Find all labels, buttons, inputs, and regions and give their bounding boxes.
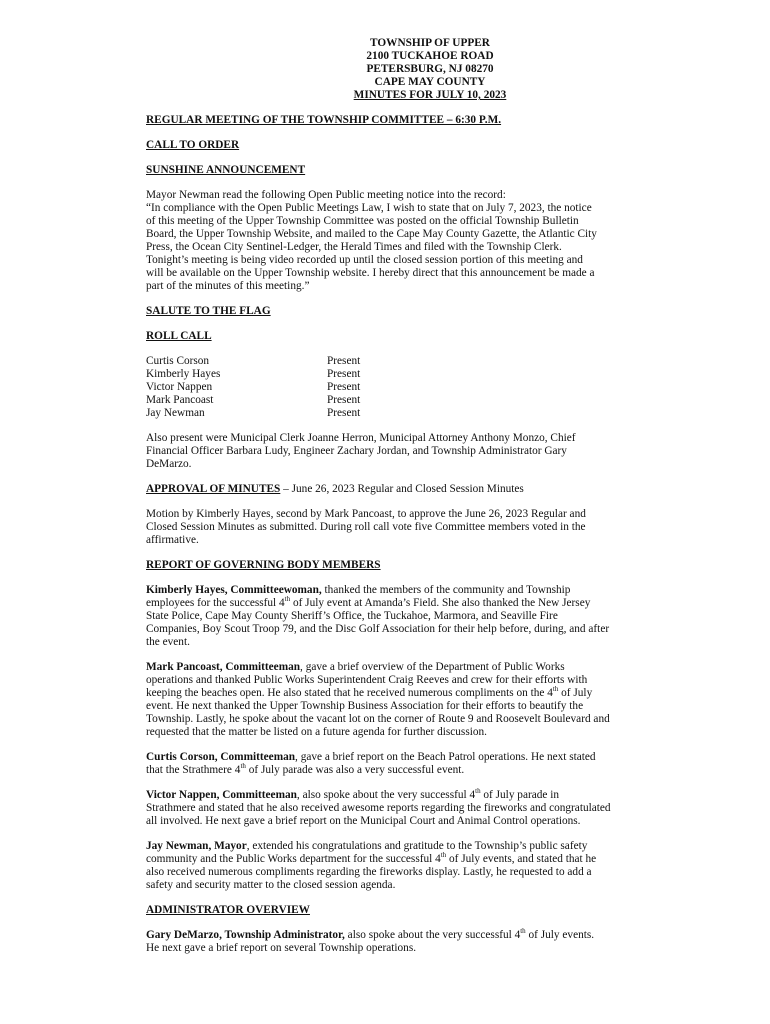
header-county: CAPE MAY COUNTY [374, 76, 486, 88]
document-header [0, 37, 770, 102]
sunshine-line: part of the minutes of this meeting.” [146, 280, 310, 292]
also-present-line: Financial Officer Barbara Ludy, Engineer Zachary Jordan, and Township Administrator Gary [146, 445, 567, 457]
approval-text [146, 508, 718, 547]
roll-call-row [146, 368, 718, 381]
report-hayes: Kimberly Hayes, Committeewoman, thanked the members of the community and Township employees for the successful 4th of July event at Amanda’s Field. She also thanked the New Jersey State Police, Cape May County Sheriff’s Office, the Tuckahoe, Marmora, and Seaville Fire Companies, Boy Scout Troop 79, and the Disc Golf Association for their help before, during, and after the event. [146, 584, 610, 648]
member-name: Mark Pancoast [146, 394, 214, 406]
sunshine-line: Mayor Newman read the following Open Public meeting notice into the record: [146, 189, 506, 201]
sunshine-line: will be available on the Upper Township website. I hereby direct that this announcement be made a [146, 267, 595, 279]
sunshine-line: Press, the Ocean City Sentinel-Ledger, the Herald Times and filed with the Township Clerk. [146, 241, 562, 253]
member-name: Jay Newman [146, 407, 205, 419]
member-name: Victor Nappen [146, 381, 213, 393]
member-status: Present [327, 355, 361, 367]
approval-line: affirmative. [146, 534, 199, 546]
member-status: Present [327, 381, 361, 393]
sunshine-line: Tonight’s meeting is being video recorded up until the closed session portion of this meeting and [146, 254, 583, 266]
roll-call-row [146, 381, 718, 394]
also-present-line: Also present were Municipal Clerk Joanne Herron, Municipal Attorney Anthony Monzo, Chief [146, 432, 576, 444]
member-status: Present [327, 407, 361, 419]
header-township: TOWNSHIP OF UPPER [370, 37, 490, 49]
sunshine-line: of this meeting of the Upper Township Committee was posted on the official Township Bulletin [146, 215, 579, 227]
report-nappen: Victor Nappen, Committeeman, also spoke about the very successful 4th of July parade in Strathmere and stated that he also received awesome reports regarding the fireworks and congratulated all involved. He next gave a brief report on the Municipal Court and Animal Control operations. [146, 787, 611, 827]
meeting-title: REGULAR MEETING OF THE TOWNSHIP COMMITTEE – 6:30 P.M. [146, 114, 502, 126]
speaker-name: Mark Pancoast, Committeeman [146, 661, 301, 673]
approval-heading: APPROVAL OF MINUTES [146, 483, 281, 495]
speaker-name: Victor Nappen, Committeeman [146, 789, 297, 801]
speaker-name: Jay Newman, Mayor [146, 840, 247, 852]
roll-call-list [146, 355, 718, 420]
speaker-name: Curtis Corson, Committeeman [146, 751, 296, 763]
roll-call-row [146, 355, 718, 368]
approval-line: Closed Session Minutes as submitted. During roll call vote five Committee members voted in the [146, 521, 586, 533]
approval-heading-line [146, 483, 718, 496]
report-corson: Curtis Corson, Committeeman, gave a brief report on the Beach Patrol operations. He next stated that the Strathmere 4th of July parade was also a very successful event. [146, 751, 596, 776]
sunshine-text [146, 189, 718, 293]
roll-call-row [146, 394, 718, 407]
minutes-body [146, 114, 718, 955]
report-pancoast: Mark Pancoast, Committeeman, gave a brief overview of the Department of Public Works operations and thanked Public Works Superintendent Craig Reeves and crew for their efforts with keeping the beaches open. He also stated that he received numerous compliments on the 4th of July event. He next thanked the Upper Township Business Association for their efforts to beautify the Township. Lastly, he spoke about the vacant lot on the corner of Route 9 and Roosevelt Boulevard and requested that the matter be listed on a future agenda for further discussion. [146, 661, 610, 738]
member-name: Curtis Corson [146, 355, 210, 367]
call-to-order-heading: CALL TO ORDER [146, 139, 240, 151]
approval-heading-suffix: – June 26, 2023 Regular and Closed Session Minutes [280, 483, 524, 495]
header-address: 2100 TUCKAHOE ROAD [366, 50, 494, 62]
administrator-heading: ADMINISTRATOR OVERVIEW [146, 904, 310, 916]
sunshine-line: Board, the Upper Township Website, and mailed to the Cape May County Gazette, the Atlantic City [146, 228, 597, 240]
report-heading: REPORT OF GOVERNING BODY MEMBERS [146, 559, 381, 571]
sunshine-line: “In compliance with the Open Public Meetings Law, I wish to state that on July 7, 2023, the notice [146, 202, 592, 214]
roll-call-heading: ROLL CALL [146, 330, 212, 342]
member-status: Present [327, 394, 361, 406]
sunshine-heading: SUNSHINE ANNOUNCEMENT [146, 164, 306, 176]
roll-call-row [146, 407, 718, 420]
header-city: PETERSBURG, NJ 08270 [366, 63, 494, 75]
administrator-report: Gary DeMarzo, Township Administrator, also spoke about the very successful 4th of July events. He next gave a brief report on several Township operations. [146, 927, 595, 954]
member-name: Kimberly Hayes [146, 368, 221, 380]
speaker-name: Kimberly Hayes, Committeewoman, [146, 584, 322, 596]
salute-heading: SALUTE TO THE FLAG [146, 305, 271, 317]
also-present-text [146, 432, 718, 471]
header-minutes-date: MINUTES FOR JULY 10, 2023 [353, 89, 507, 101]
member-status: Present [327, 368, 361, 380]
also-present-line: DeMarzo. [146, 458, 192, 470]
speaker-name: Gary DeMarzo, Township Administrator, [146, 929, 345, 941]
approval-line: Motion by Kimberly Hayes, second by Mark Pancoast, to approve the June 26, 2023 Regular and [146, 508, 586, 520]
report-newman: Jay Newman, Mayor, extended his congratulations and gratitude to the Township’s public safety community and the Public Works department for the successful 4th of July events, and stated that he also received numerous compliments regarding the fireworks display. Lastly, he requested to add a safety and security matter to the closed session agenda. [146, 840, 597, 891]
